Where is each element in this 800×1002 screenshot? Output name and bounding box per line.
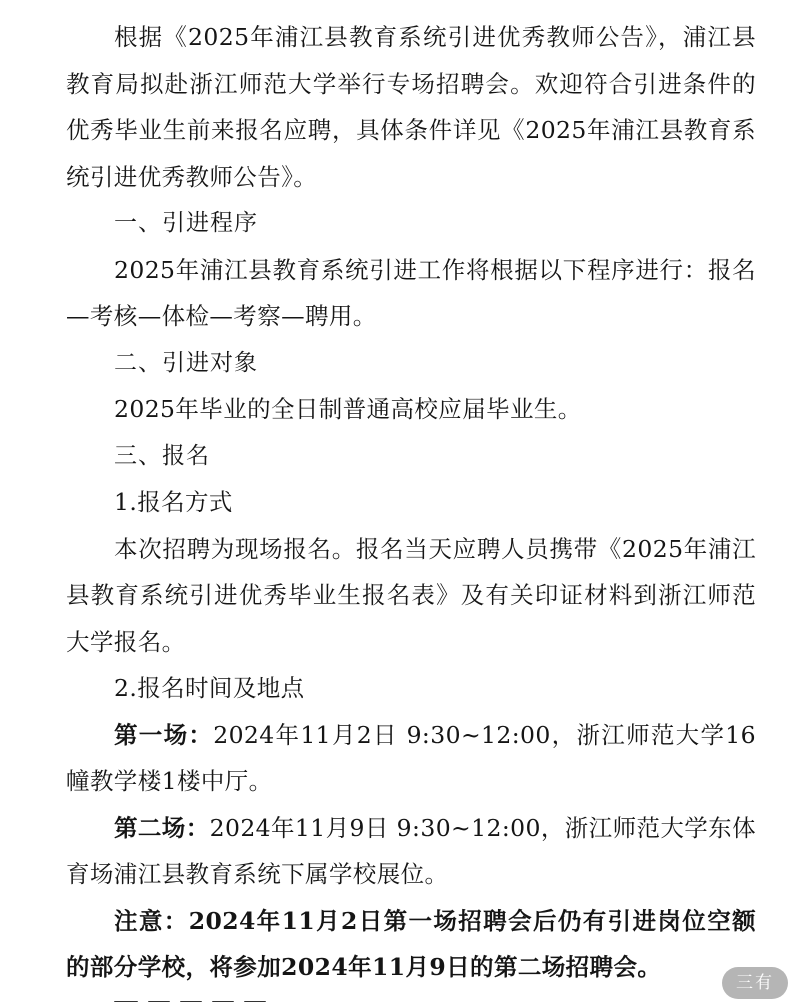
- procedure-paragraph: 2025年浦江县教育系统引进工作将根据以下程序进行：报名—考核—体检—考察—聘用。: [66, 255, 756, 330]
- next-line-cutoff: [114, 994, 294, 1002]
- session-1-paragraph: [66, 712, 756, 805]
- registration-time-title: 2.报名时间及地点: [114, 674, 305, 702]
- session-2-text: 2024年11月9日 9:30~12:00，浙江师范大学东体育场浦江县教育系统下属学校展位。: [66, 813, 756, 888]
- note-label: 注意：: [114, 906, 189, 935]
- session-1-text: 2024年11月2日 9:30~12:00，浙江师范大学16幢教学楼1楼中厅。: [66, 720, 756, 795]
- section-heading-target: 二、引进对象: [114, 349, 258, 376]
- target-paragraph: 2025年毕业的全日制普通高校应届毕业生。: [114, 395, 582, 423]
- session-2-paragraph: [66, 805, 756, 898]
- session-2-label: 第二场：: [114, 813, 210, 842]
- note-paragraph: [66, 898, 756, 991]
- intro-paragraph: 根据《2025年浦江县教育系统引进优秀教师公告》，浦江县教育局拟赴浙江师范大学举行专场招聘会。欢迎符合引进条件的优秀毕业生前来报名应聘，具体条件详见《2025年浦江县教育系统引进优秀教师公告》。: [66, 23, 756, 191]
- section-heading-procedure: 一、引进程序: [114, 210, 258, 236]
- watermark-badge: 三有: [722, 967, 788, 999]
- section-heading-registration: 三、报名: [114, 442, 210, 469]
- registration-method-title: 1.报名方式: [114, 488, 233, 516]
- registration-method-paragraph: 本次招聘为现场报名。报名当天应聘人员携带《2025年浦江县教育系统引进优秀毕业生报名表》及有关印证材料到浙江师范大学报名。: [66, 534, 756, 656]
- note-text: 2024年11月2日第一场招聘会后仍有引进岗位空额的部分学校，将参加2024年11月9日的第二场招聘会。: [66, 906, 756, 981]
- document-body: [66, 14, 756, 991]
- session-1-label: 第一场：: [114, 720, 214, 749]
